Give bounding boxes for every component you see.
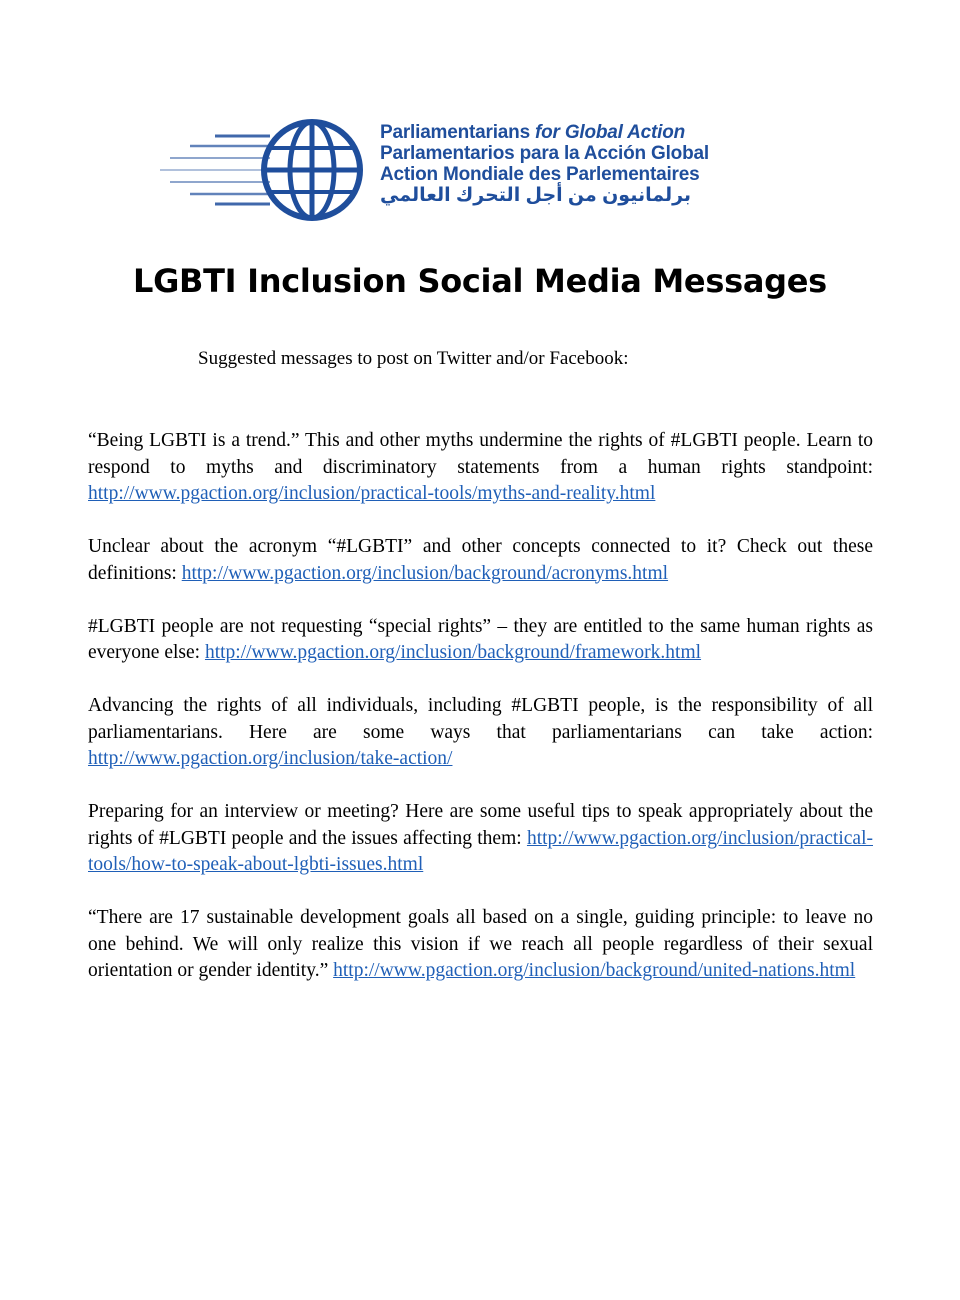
message-speak-tips [88, 799, 873, 879]
message-link[interactable]: http://www.pgaction.org/inclusion/practical-tools/myths-and-reality.html [88, 483, 656, 504]
message-link[interactable]: http://www.pgaction.org/inclusion/background/united-nations.html [333, 960, 856, 981]
page-title: LGBTI Inclusion Social Media Messages [133, 262, 827, 300]
pga-logo [160, 118, 760, 226]
message-acronyms [88, 534, 873, 587]
page-subtitle: Suggested messages to post on Twitter and/or Facebook: [198, 348, 629, 369]
message-list [88, 428, 873, 1011]
message-link[interactable]: http://www.pgaction.org/inclusion/take-action/ [88, 748, 453, 769]
message-united-nations [88, 905, 873, 985]
globe-logo-icon [160, 118, 370, 226]
message-text: Advancing the rights of all individuals, including #LGBTI people, is the responsibility of all parliamentarians. Here are some ways that parliamentarians can take action: [88, 695, 873, 743]
message-text: Preparing for an interview or meeting? Here are some useful tips to speak appropriately about the rights of #LGBTI people and the issues affecting them: [88, 801, 873, 849]
message-text: “There are 17 sustainable development goals all based on a single, guiding principle: to leave no one behind. We will only realize this vision if we reach all people regardless of their sexual orientation or gender identity.” [88, 907, 873, 981]
logo-line-english: Parliamentarians for Global Action [380, 122, 686, 143]
logo-line-french: Action Mondiale des Parlementaires [380, 164, 700, 185]
logo-line-arabic: برلمانيون من أجل التحرك العالمي [380, 185, 692, 206]
message-framework [88, 614, 873, 667]
message-text: “Being LGBTI is a trend.” This and other myths undermine the rights of #LGBTI people. Learn to respond to myths and discriminatory statements from a human rights standpoint: [88, 430, 873, 478]
message-link[interactable]: http://www.pgaction.org/inclusion/practical-tools/how-to-speak-about-lgbti-issues.html [88, 827, 873, 875]
message-take-action [88, 693, 873, 773]
message-myths [88, 428, 873, 508]
logo-text [380, 122, 709, 206]
message-text: #LGBTI people are not requesting “special rights” – they are entitled to the same human rights as everyone else: [88, 615, 873, 663]
message-link[interactable]: http://www.pgaction.org/inclusion/background/framework.html [204, 642, 702, 663]
message-link[interactable]: http://www.pgaction.org/inclusion/background/acronyms.html [181, 562, 669, 584]
message-text: Unclear about the acronym “#LGBTI” and other concepts connected to it? Check out these definitions: [88, 536, 873, 584]
logo-line-spanish: Parlamentarios para la Acción Global [380, 143, 709, 164]
